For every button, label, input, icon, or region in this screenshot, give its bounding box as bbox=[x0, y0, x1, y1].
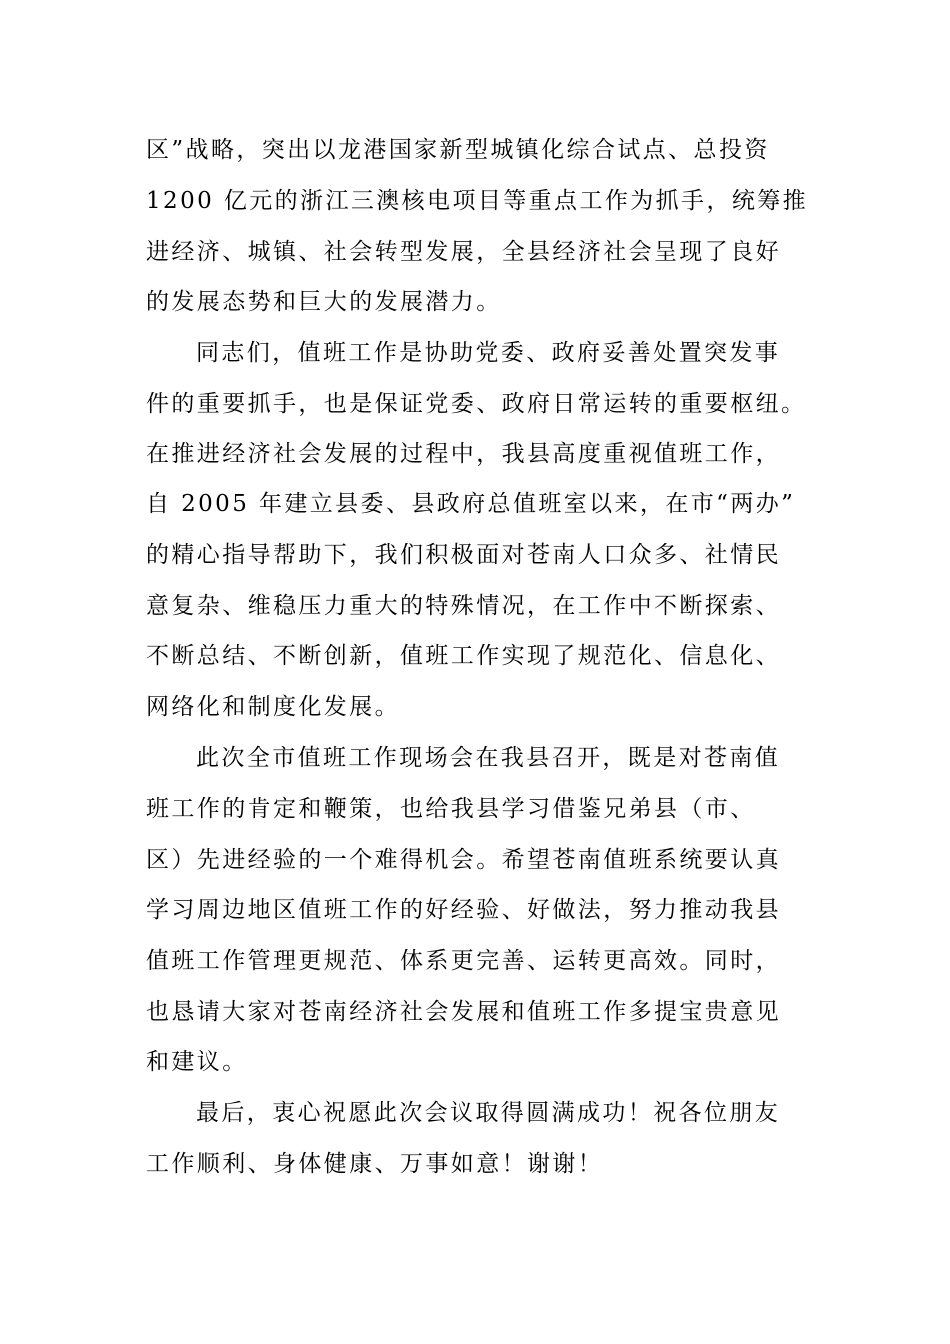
text-line-1: 区”战略，突出以龙港国家新型城镇化综合试点、总投资 bbox=[146, 137, 770, 163]
text-line-8: 自 2005 年建立县委、县政府总值班室以来，在市“两办” bbox=[146, 491, 796, 517]
text-line-13: 此次全市值班工作现场会在我县召开，既是对苍南值 bbox=[196, 745, 781, 771]
text-line-2: 1200 亿元的浙江三澳核电项目等重点工作为抓手，统筹推 bbox=[146, 188, 809, 214]
text-line-5: 同志们，值班工作是协助党委、政府妥善处置突发事 bbox=[196, 340, 781, 366]
text-line-6: 件的重要抓手，也是保证党委、政府日常运转的重要枢纽。 bbox=[146, 391, 807, 417]
text-line-15: 区）先进经验的一个难得机会。希望苍南值班系统要认真 bbox=[146, 847, 781, 873]
text-line-14: 班工作的肯定和鞭策，也给我县学习借鉴兄弟县（市、 bbox=[146, 796, 756, 822]
text-line-11: 不断总结、不断创新，值班工作实现了规范化、信息化、 bbox=[146, 643, 781, 669]
text-line-17: 值班工作管理更规范、体系更完善、运转更高效。同时， bbox=[146, 948, 781, 974]
text-line-10: 意复杂、维稳压力重大的特殊情况，在工作中不断探索、 bbox=[146, 593, 781, 619]
text-line-12: 网络化和制度化发展。 bbox=[146, 694, 400, 720]
text-line-18: 也恳请大家对苍南经济社会发展和值班工作多提宝贵意见 bbox=[146, 999, 781, 1025]
text-line-7: 在推进经济社会发展的过程中，我县高度重视值班工作， bbox=[146, 441, 781, 467]
text-line-4: 的发展态势和巨大的发展潜力。 bbox=[146, 289, 502, 315]
text-line-3: 进经济、城镇、社会转型发展，全县经济社会呈现了良好 bbox=[146, 239, 781, 265]
text-line-19: 和建议。 bbox=[146, 1049, 248, 1075]
text-line-20: 最后，衷心祝愿此次会议取得圆满成功！祝各位朋友 bbox=[196, 1100, 781, 1126]
text-line-9: 的精心指导帮助下，我们积极面对苍南人口众多、社情民 bbox=[146, 542, 781, 568]
text-line-21: 工作顺利、身体健康、万事如意！谢谢！ bbox=[146, 1151, 604, 1177]
text-line-16: 学习周边地区值班工作的好经验、好做法，努力推动我县 bbox=[146, 897, 781, 923]
